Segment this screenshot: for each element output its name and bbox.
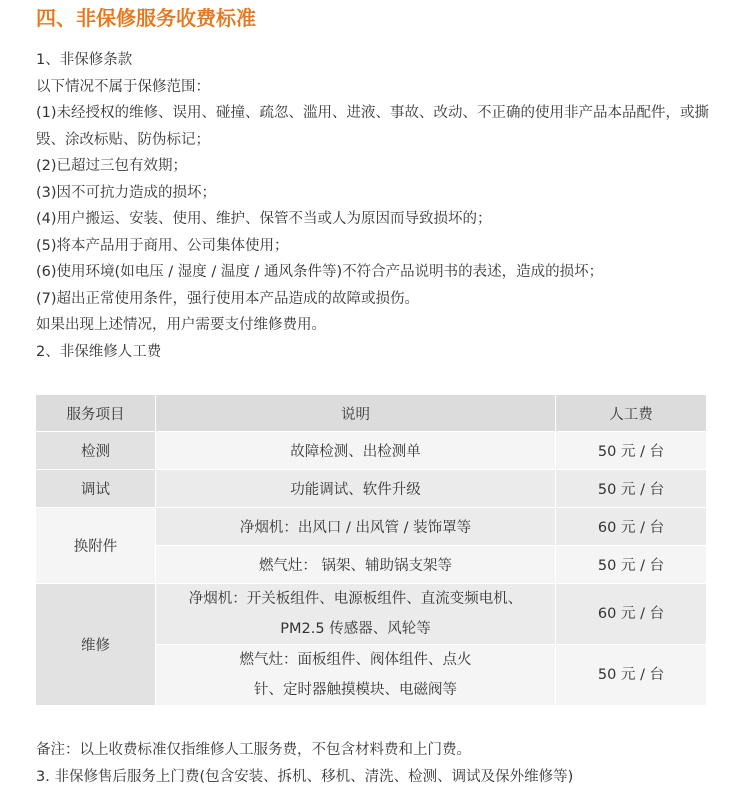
labor-fee-table (36, 395, 706, 706)
row-fee: 60 元 / 台 (556, 508, 706, 546)
table-row (36, 508, 706, 546)
terms-conclusion: 如果出现上述情况，用户需要支付维修费用。 (36, 317, 326, 333)
table-row (36, 470, 706, 508)
row-item: 调试 (36, 470, 156, 508)
terms-item-6: (6)使用环境(如电压 / 湿度 / 温度 / 通风条件等)不符合产品说明书的表述，造成的损坏； (36, 264, 604, 280)
onsite-fee-heading: 3. 非保修售后服务上门费(包含安装、拆机、移机、清洗、检测、调试及保外维修等) (36, 768, 574, 785)
row-fee: 60 元 / 台 (556, 584, 706, 645)
table-row (36, 584, 706, 645)
terms-heading: 1、非保修条款 (36, 52, 133, 68)
header-labor-fee: 人工费 (556, 395, 706, 432)
row-item: 检测 (36, 432, 156, 470)
terms-item-7: (7)超出正常使用条件，强行使用本产品造成的故障或损伤。 (36, 290, 420, 307)
row-description: 燃气灶： 锅架、辅助锅支架等 (156, 546, 556, 584)
labor-heading: 2、非保维修人工费 (36, 343, 162, 360)
row-description: 功能调试、软件升级 (156, 470, 556, 508)
row-fee: 50 元 / 台 (556, 546, 706, 584)
terms-item-3: (3)因不可抗力造成的损坏； (36, 184, 217, 201)
row-description: 净烟机：出风口 / 出风管 / 装饰罩等 (156, 508, 556, 546)
description-line: 净烟机：开关板组件、电源板组件、直流变频电机、 (188, 591, 523, 607)
terms-item-4: (4)用户搬运、安装、使用、维护、保管不当或人为原因而导致损坏的； (36, 211, 492, 227)
terms-item-2: (2)已超过三包有效期； (36, 158, 188, 174)
row-item: 换附件 (36, 508, 156, 584)
row-item: 维修 (36, 584, 156, 706)
notes-section (36, 737, 573, 790)
section-title: 四、非保修服务收费标准 (36, 6, 256, 30)
row-description (156, 584, 556, 645)
header-description: 说明 (156, 395, 556, 432)
description-line: 燃气灶：面板组件、阀体组件、点火 (239, 652, 472, 668)
terms-item-5: (5)将本产品用于商用、公司集体使用； (36, 237, 289, 254)
row-fee: 50 元 / 台 (556, 645, 706, 706)
row-fee: 50 元 / 台 (556, 470, 706, 508)
table-row (36, 432, 706, 470)
remark-text: 备注：以上收费标准仅指维修人工服务费，不包含材料费和上门费。 (36, 742, 471, 758)
row-description: 故障检测、出检测单 (156, 432, 556, 470)
terms-intro: 以下情况不属于保修范围： (36, 78, 210, 95)
header-service-item: 服务项目 (36, 395, 156, 432)
terms-item-1: (1)未经授权的维修、误用、碰撞、疏忽、滥用、进液、事故、改动、不正确的使用非产品本品配件，或撕毁、涂改标贴、防伪标记； (36, 105, 710, 148)
non-warranty-terms (36, 47, 726, 365)
row-description (156, 645, 556, 706)
table-header-row (36, 395, 706, 432)
description-line: 针、定时器触摸模块、电磁阀等 (254, 682, 457, 698)
description-line: PM2.5 传感器、风轮等 (280, 621, 431, 637)
row-fee: 50 元 / 台 (556, 432, 706, 470)
